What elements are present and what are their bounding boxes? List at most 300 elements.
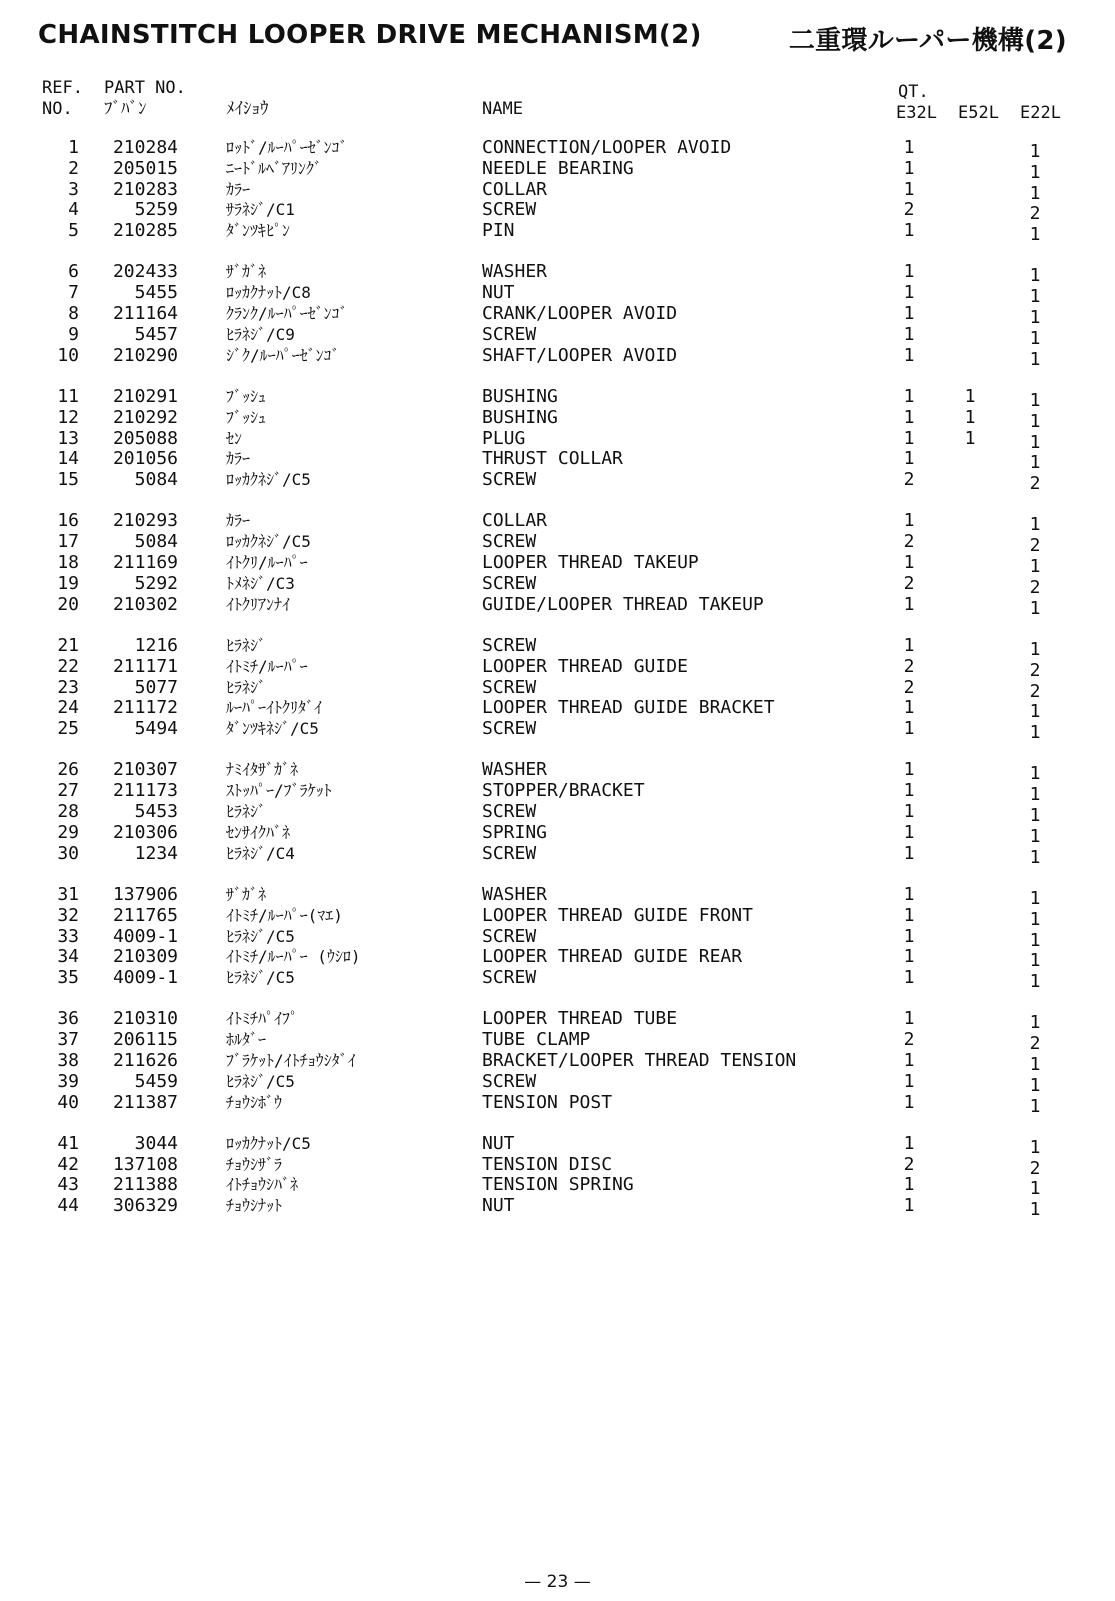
qty-e52l: 1	[964, 406, 976, 428]
kana-name: ﾋﾗﾈｼﾞ/C5	[226, 968, 295, 988]
table-row	[0, 282, 1115, 308]
part-number: 201056	[112, 448, 178, 470]
kana-name: ｲﾄﾁｮｳｼﾊﾞﾈ	[226, 1175, 299, 1195]
table-row	[0, 137, 1115, 162]
header-model-e22l: E22L	[1020, 103, 1061, 123]
header-part-line2: ﾌﾞﾊﾞﾝ	[104, 99, 147, 119]
table-row	[0, 697, 1115, 723]
part-number: 210283	[112, 178, 178, 200]
parts-group	[0, 385, 1115, 495]
part-number: 211388	[112, 1174, 178, 1196]
part-number: 211171	[112, 655, 178, 677]
part-number: 137108	[112, 1153, 178, 1175]
kana-name: ｾﾝｻｲｸﾊﾞﾈ	[226, 822, 291, 842]
part-number: 205088	[112, 427, 178, 449]
part-number: 211626	[112, 1049, 178, 1071]
ref-number: 31	[57, 883, 79, 905]
kana-name: ｻﾞｶﾞﾈ	[226, 262, 267, 282]
parts-group	[0, 137, 1115, 246]
kana-name: ﾛｯｶｸﾈｼﾞ/C5	[226, 532, 311, 552]
table-row	[0, 344, 1115, 370]
table-row	[0, 552, 1115, 578]
part-number: 210307	[112, 759, 178, 781]
part-number: 211172	[112, 697, 178, 719]
kana-name: ﾛｯｶｸﾅｯﾄ/C8	[226, 283, 311, 303]
qty-e22l: 1	[1029, 1199, 1041, 1221]
header-part-line1: PART NO.	[104, 78, 186, 98]
part-name: LOOPER THREAD GUIDE REAR	[482, 946, 743, 968]
table-row	[0, 220, 1115, 246]
part-name: BUSHING	[482, 406, 558, 428]
qty-e32l: 2	[903, 676, 915, 698]
qty-e32l: 1	[903, 510, 915, 532]
part-number: 211387	[112, 1091, 178, 1113]
qty-e32l: 1	[903, 1070, 915, 1092]
kana-name: ﾌﾞｯｼｭ	[226, 407, 267, 427]
ref-number: 37	[57, 1029, 79, 1051]
qty-e32l: 1	[903, 282, 915, 304]
qty-e32l: 1	[903, 697, 915, 719]
qty-e22l: 1	[1029, 1136, 1041, 1158]
table-row	[0, 261, 1115, 287]
kana-name: ｶﾗｰ	[226, 449, 251, 469]
table-row	[0, 780, 1115, 806]
qty-e32l: 1	[903, 904, 915, 926]
ref-number: 2	[68, 157, 79, 179]
qty-e22l: 2	[1029, 1157, 1041, 1179]
header-kana-name: ﾒｲｼｮｳ	[226, 99, 269, 119]
part-name: LOOPER THREAD GUIDE BRACKET	[482, 697, 775, 719]
table-row	[0, 904, 1115, 930]
ref-number: 5	[68, 220, 79, 242]
kana-name: ﾄﾒﾈｼﾞ/C3	[226, 573, 295, 593]
part-name: SCREW	[482, 925, 537, 947]
table-row	[0, 448, 1115, 474]
table-row	[0, 593, 1115, 619]
qty-e32l: 2	[903, 469, 915, 491]
part-name: SCREW	[482, 531, 537, 553]
qty-e22l: 2	[1029, 535, 1041, 557]
kana-name: ﾋﾗﾈｼﾞ/C5	[226, 926, 295, 946]
part-name: CONNECTION/LOOPER AVOID	[482, 137, 732, 158]
qty-e32l: 2	[903, 655, 915, 677]
qty-e32l: 1	[903, 1195, 915, 1217]
table-row	[0, 510, 1115, 536]
table-row	[0, 1174, 1115, 1200]
table-row	[0, 385, 1115, 411]
part-name: COLLAR	[482, 510, 548, 532]
part-name: LOOPER THREAD GUIDE FRONT	[482, 904, 753, 926]
qty-e32l: 1	[903, 925, 915, 947]
part-number: 210309	[112, 946, 178, 968]
qty-e22l: 1	[1029, 908, 1041, 930]
part-name: CRANK/LOOPER AVOID	[482, 303, 678, 325]
part-number: 211765	[112, 904, 178, 926]
part-name: SCREW	[482, 634, 537, 656]
table-row	[0, 925, 1115, 951]
table-row	[0, 427, 1115, 453]
kana-name: ｼﾞｸ/ﾙｰﾊﾟｰｾﾞﾝｺﾞ	[226, 345, 340, 365]
qty-e22l: 1	[1029, 182, 1041, 204]
qty-e22l: 1	[1029, 1178, 1041, 1200]
part-number: 211164	[112, 303, 178, 325]
qty-e22l: 1	[1029, 1074, 1041, 1096]
ref-number: 26	[57, 759, 79, 781]
table-row	[0, 323, 1115, 349]
header-model-e52l: E52L	[958, 103, 999, 123]
qty-e32l: 1	[903, 157, 915, 179]
qty-e22l: 2	[1029, 659, 1041, 681]
kana-name: ﾁｮｳｼﾅｯﾄ	[226, 1196, 283, 1216]
ref-number: 30	[57, 842, 79, 864]
part-name: NUT	[482, 1195, 515, 1217]
page-number: — 23 —	[524, 1572, 591, 1592]
table-row	[0, 1153, 1115, 1179]
kana-name: ﾀﾞﾝﾂｷﾋﾟﾝ	[226, 221, 291, 241]
part-number: 211169	[112, 552, 178, 574]
ref-number: 24	[57, 697, 79, 719]
part-number: 206115	[112, 1029, 178, 1051]
qty-e32l: 1	[903, 552, 915, 574]
qty-e32l: 1	[903, 801, 915, 823]
kana-name: ﾀﾞﾝﾂｷﾈｼﾞ/C5	[226, 719, 319, 739]
parts-group	[0, 510, 1115, 619]
qty-e22l: 1	[1029, 701, 1041, 723]
kana-name: ﾋﾗﾈｼﾞ/C5	[226, 1071, 295, 1091]
kana-name: ﾌﾞｯｼｭ	[226, 386, 267, 406]
part-number: 5459	[134, 1070, 178, 1092]
qty-e22l: 1	[1029, 141, 1041, 162]
part-name: LOOPER THREAD GUIDE	[482, 655, 688, 677]
part-number: 5292	[134, 572, 178, 594]
part-name: SCREW	[482, 676, 537, 698]
table-row	[0, 1070, 1115, 1096]
part-number: 210284	[112, 137, 178, 158]
table-row	[0, 178, 1115, 204]
part-number: 210293	[112, 510, 178, 532]
part-name: SCREW	[482, 572, 537, 594]
ref-number: 33	[57, 925, 79, 947]
part-name: TENSION DISC	[482, 1153, 613, 1175]
header-ref-line2: NO.	[42, 99, 73, 119]
parts-group	[0, 1008, 1115, 1117]
table-row	[0, 821, 1115, 847]
part-number: 5455	[134, 282, 178, 304]
ref-number: 38	[57, 1049, 79, 1071]
part-name: SCREW	[482, 469, 537, 491]
ref-number: 20	[57, 593, 79, 615]
kana-name: ﾛｯﾄﾞ/ﾙｰﾊﾟｰｾﾞﾝｺﾞ	[226, 138, 348, 157]
part-name: LOOPER THREAD TAKEUP	[482, 552, 699, 574]
part-number: 5259	[134, 199, 178, 221]
qty-e32l: 1	[903, 406, 915, 428]
qty-e22l: 1	[1029, 265, 1041, 287]
part-name: TENSION SPRING	[482, 1174, 634, 1196]
qty-e22l: 2	[1029, 473, 1041, 495]
qty-e32l: 1	[903, 303, 915, 325]
qty-e22l: 1	[1029, 307, 1041, 329]
part-name: SPRING	[482, 821, 548, 843]
kana-name: ｲﾄﾐﾁ/ﾙｰﾊﾟｰ	[226, 656, 308, 676]
part-number: 210306	[112, 821, 178, 843]
header-qt: QT.	[898, 82, 929, 102]
ref-number: 4	[68, 199, 79, 221]
parts-group	[0, 883, 1115, 993]
qty-e32l: 1	[903, 883, 915, 905]
part-name: PIN	[482, 220, 515, 242]
part-number: 5077	[134, 676, 178, 698]
part-name: SCREW	[482, 199, 537, 221]
ref-number: 35	[57, 967, 79, 989]
ref-number: 21	[57, 634, 79, 656]
ref-number: 3	[68, 178, 79, 200]
kana-name: ｻﾞｶﾞﾈ	[226, 884, 267, 904]
part-name: SCREW	[482, 323, 537, 345]
qty-e32l: 1	[903, 718, 915, 740]
kana-name: ﾋﾗﾈｼﾞ/C4	[226, 843, 295, 863]
kana-name: ﾆｰﾄﾞﾙﾍﾞｱﾘﾝｸﾞ	[226, 158, 323, 178]
table-row	[0, 572, 1115, 598]
part-number: 5457	[134, 323, 178, 345]
kana-name: ﾋﾗﾈｼﾞ	[226, 635, 267, 655]
part-number: 5453	[134, 801, 178, 823]
table-row	[0, 157, 1115, 183]
qty-e22l: 1	[1029, 1095, 1041, 1117]
ref-number: 13	[57, 427, 79, 449]
qty-e52l: 1	[964, 427, 976, 449]
qty-e32l: 1	[903, 344, 915, 366]
part-number: 210290	[112, 344, 178, 366]
kana-name: ﾋﾗﾈｼﾞ	[226, 677, 267, 697]
qty-e32l: 2	[903, 531, 915, 553]
qty-e32l: 1	[903, 1091, 915, 1113]
ref-number: 17	[57, 531, 79, 553]
ref-number: 34	[57, 946, 79, 968]
qty-e22l: 1	[1029, 929, 1041, 951]
part-number: 5084	[134, 469, 178, 491]
kana-name: ﾅﾐｲﾀｻﾞｶﾞﾈ	[226, 760, 299, 780]
ref-number: 11	[57, 385, 79, 407]
ref-number: 23	[57, 676, 79, 698]
qty-e22l: 1	[1029, 1053, 1041, 1075]
kana-name: ｲﾄﾐﾁ/ﾙｰﾊﾟｰ(ﾏｴ)	[226, 905, 343, 925]
kana-name: ｲﾄｸﾘ/ﾙｰﾊﾟｰ	[226, 553, 308, 573]
qty-e32l: 1	[903, 593, 915, 615]
qty-e32l: 1	[903, 842, 915, 864]
parts-group	[0, 261, 1115, 370]
qty-e22l: 1	[1029, 805, 1041, 827]
part-number: 211173	[112, 780, 178, 802]
part-name: SCREW	[482, 801, 537, 823]
table-row	[0, 634, 1115, 660]
qty-e32l: 1	[903, 1174, 915, 1196]
table-row	[0, 531, 1115, 557]
header-name: NAME	[482, 99, 523, 119]
parts-group	[0, 759, 1115, 868]
qty-e32l: 1	[903, 1132, 915, 1154]
ref-number: 41	[57, 1132, 79, 1154]
part-name: NUT	[482, 1132, 515, 1154]
kana-name: ﾌﾞﾗｹｯﾄ/ｲﾄﾁｮｳｼﾀﾞｲ	[226, 1050, 356, 1070]
qty-e32l: 2	[903, 199, 915, 221]
ref-number: 15	[57, 469, 79, 491]
ref-number: 9	[68, 323, 79, 345]
table-row	[0, 406, 1115, 432]
ref-number: 7	[68, 282, 79, 304]
ref-number: 16	[57, 510, 79, 532]
part-name: SCREW	[482, 1070, 537, 1092]
part-name: NUT	[482, 282, 515, 304]
kana-name: ﾛｯｶｸﾈｼﾞ/C5	[226, 470, 311, 490]
parts-group	[0, 634, 1115, 744]
qty-e22l: 1	[1029, 825, 1041, 847]
qty-e22l: 1	[1029, 348, 1041, 370]
qty-e22l: 1	[1029, 722, 1041, 744]
table-row	[0, 842, 1115, 868]
table-row	[0, 1195, 1115, 1221]
qty-e22l: 2	[1029, 1033, 1041, 1055]
kana-name: ﾁｮｳｼｻﾞﾗ	[226, 1154, 283, 1174]
part-name: TENSION POST	[482, 1091, 613, 1113]
kana-name: ｶﾗｰ	[226, 179, 251, 199]
kana-name: ﾙｰﾊﾟｰｲﾄｸﾘﾀﾞｲ	[226, 698, 323, 718]
part-name: LOOPER THREAD TUBE	[482, 1008, 678, 1030]
qty-e32l: 1	[903, 1008, 915, 1030]
part-name: SCREW	[482, 967, 537, 989]
part-number: 210285	[112, 220, 178, 242]
part-name: SCREW	[482, 842, 537, 864]
qty-e22l: 1	[1029, 452, 1041, 474]
part-name: STOPPER/BRACKET	[482, 780, 645, 802]
qty-e32l: 1	[903, 137, 915, 158]
part-number: 4009-1	[112, 967, 178, 989]
header-model-e32l: E32L	[896, 103, 937, 123]
part-number: 202433	[112, 261, 178, 283]
ref-number: 28	[57, 801, 79, 823]
qty-e22l: 1	[1029, 410, 1041, 432]
qty-e32l: 2	[903, 1153, 915, 1175]
part-number: 137906	[112, 883, 178, 905]
kana-name: ｲﾄﾐﾁ/ﾙｰﾊﾟｰ (ｳｼﾛ)	[226, 947, 361, 967]
qty-e22l: 1	[1029, 950, 1041, 972]
qty-e22l: 1	[1029, 224, 1041, 246]
qty-e32l: 1	[903, 759, 915, 781]
part-name: GUIDE/LOOPER THREAD TAKEUP	[482, 593, 764, 615]
table-row	[0, 883, 1115, 909]
qty-e32l: 1	[903, 946, 915, 968]
qty-e22l: 1	[1029, 784, 1041, 806]
part-name: COLLAR	[482, 178, 548, 200]
qty-e22l: 1	[1029, 514, 1041, 536]
qty-e22l: 2	[1029, 576, 1041, 598]
qty-e52l: 1	[964, 385, 976, 407]
qty-e22l: 1	[1029, 286, 1041, 308]
qty-e32l: 1	[903, 385, 915, 407]
ref-number: 19	[57, 572, 79, 594]
part-name: BUSHING	[482, 385, 558, 407]
part-name: BRACKET/LOOPER THREAD TENSION	[482, 1049, 797, 1071]
qty-e22l: 1	[1029, 887, 1041, 909]
table-row	[0, 946, 1115, 972]
qty-e32l: 1	[903, 967, 915, 989]
ref-number: 36	[57, 1008, 79, 1030]
kana-name: ｸﾗﾝｸ/ﾙｰﾊﾟｰｾﾞﾝｺﾞ	[226, 304, 348, 324]
ref-number: 32	[57, 904, 79, 926]
part-number: 210292	[112, 406, 178, 428]
qty-e22l: 2	[1029, 203, 1041, 225]
qty-e32l: 1	[903, 261, 915, 283]
kana-name: ｲﾄｸﾘｱﾝﾅｲ	[226, 594, 291, 614]
page-title-japanese: 二重環ルーパー機構(2)	[788, 26, 1067, 56]
ref-number: 44	[57, 1195, 79, 1217]
kana-name: ｲﾄﾐﾁﾊﾟｲﾌﾟ	[226, 1009, 299, 1029]
qty-e32l: 1	[903, 427, 915, 449]
part-number: 306329	[112, 1195, 178, 1217]
table-row	[0, 1049, 1115, 1075]
qty-e22l: 1	[1029, 597, 1041, 619]
ref-number: 27	[57, 780, 79, 802]
ref-number: 1	[68, 137, 79, 158]
ref-number: 39	[57, 1070, 79, 1092]
qty-e22l: 1	[1029, 556, 1041, 578]
table-row	[0, 1132, 1115, 1158]
kana-name: ﾋﾗﾈｼﾞ/C9	[226, 324, 295, 344]
kana-name: ﾁｮｳｼﾎﾞｳ	[226, 1092, 283, 1112]
part-name: WASHER	[482, 759, 548, 781]
part-number: 1234	[134, 842, 178, 864]
part-name: SHAFT/LOOPER AVOID	[482, 344, 678, 366]
ref-number: 14	[57, 448, 79, 470]
qty-e22l: 1	[1029, 431, 1041, 453]
ref-number: 25	[57, 718, 79, 740]
ref-number: 8	[68, 303, 79, 325]
part-name: THRUST COLLAR	[482, 448, 623, 470]
kana-name: ﾎﾙﾀﾞｰ	[226, 1030, 267, 1050]
table-row	[0, 967, 1115, 993]
qty-e32l: 1	[903, 1049, 915, 1071]
qty-e22l: 1	[1029, 389, 1041, 411]
parts-group	[0, 1132, 1115, 1221]
table-row	[0, 199, 1115, 225]
part-number: 205015	[112, 157, 178, 179]
part-name: SCREW	[482, 718, 537, 740]
qty-e22l: 1	[1029, 971, 1041, 993]
qty-e32l: 1	[903, 821, 915, 843]
kana-name: ｾﾝ	[226, 428, 243, 448]
qty-e22l: 2	[1029, 680, 1041, 702]
table-row	[0, 718, 1115, 744]
header-ref-line1: REF.	[42, 78, 83, 98]
part-name: WASHER	[482, 883, 548, 905]
ref-number: 43	[57, 1174, 79, 1196]
qty-e32l: 1	[903, 220, 915, 242]
qty-e32l: 2	[903, 1029, 915, 1051]
qty-e22l: 1	[1029, 763, 1041, 785]
qty-e22l: 1	[1029, 846, 1041, 868]
table-row	[0, 469, 1115, 495]
qty-e22l: 1	[1029, 161, 1041, 183]
kana-name: ｻﾗﾈｼﾞ/C1	[226, 200, 295, 220]
table-row	[0, 759, 1115, 785]
qty-e32l: 1	[903, 323, 915, 345]
table-row	[0, 1008, 1115, 1034]
ref-number: 10	[57, 344, 79, 366]
ref-number: 6	[68, 261, 79, 283]
qty-e32l: 1	[903, 448, 915, 470]
table-row	[0, 303, 1115, 329]
kana-name: ﾛｯｶｸﾅｯﾄ/C5	[226, 1133, 311, 1153]
ref-number: 22	[57, 655, 79, 677]
